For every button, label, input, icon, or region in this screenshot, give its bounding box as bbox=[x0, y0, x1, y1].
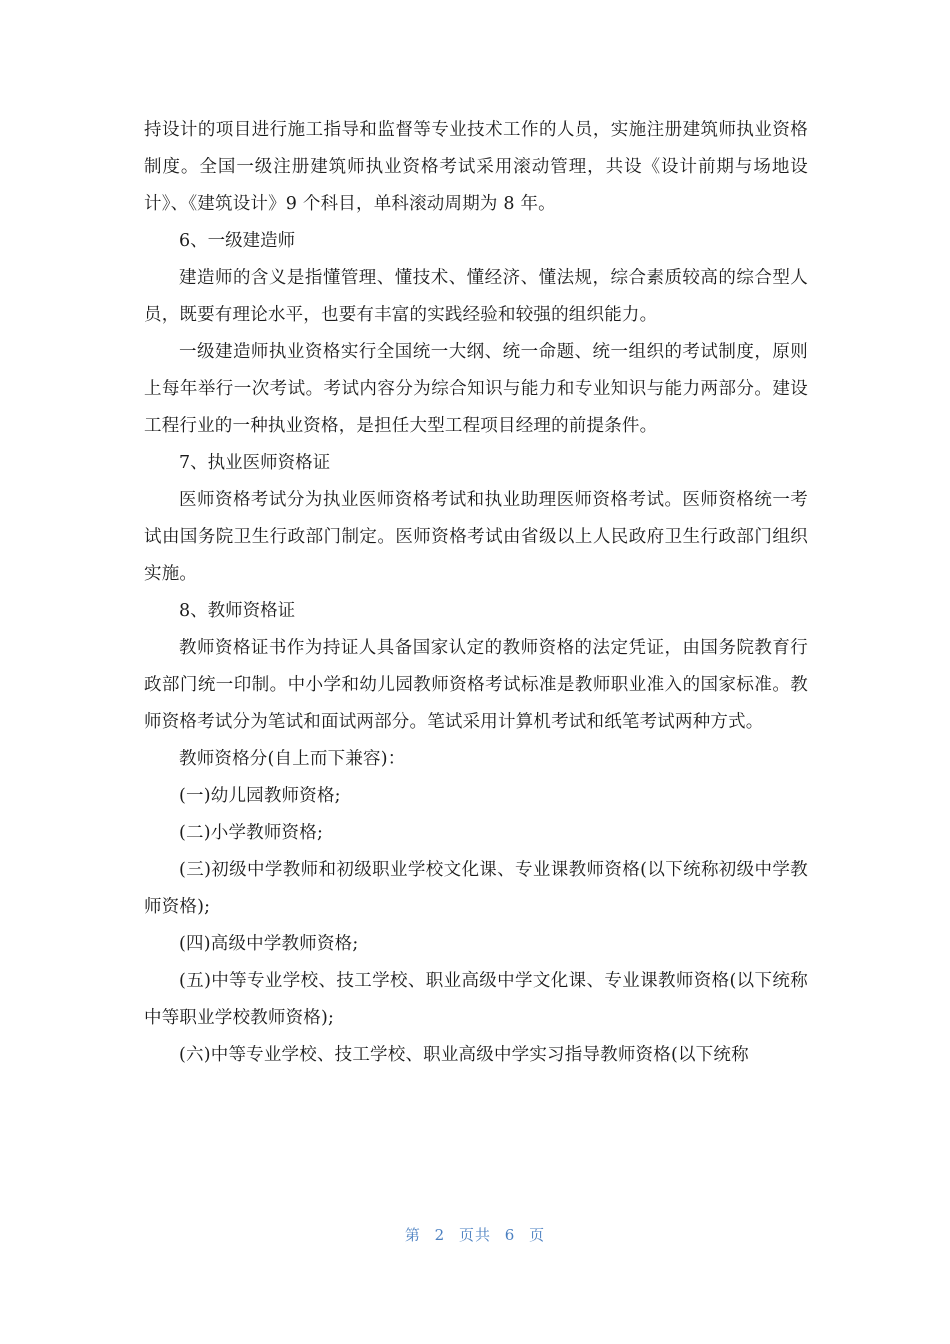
section-heading: 7、执业医师资格证 bbox=[179, 453, 331, 473]
document-body bbox=[144, 112, 808, 1074]
list-item: (六)中等专业学校、技工学校、职业高级中学实习指导教师资格(以下统称 bbox=[179, 1045, 749, 1065]
page-label-mid: 页共 bbox=[458, 1226, 491, 1244]
paragraph: 建造师的含义是指懂管理、懂技术、懂经济、懂法规，综合素质较高的综合型人员，既要有理论水平，也要有丰富的实践经验和较强的组织能力。 bbox=[144, 268, 808, 325]
total-pages-number: 6 bbox=[504, 1226, 516, 1244]
page-label-suffix: 页 bbox=[529, 1226, 546, 1244]
page-label-prefix: 第 bbox=[404, 1226, 421, 1244]
list-item: (一)幼儿园教师资格; bbox=[179, 786, 341, 806]
paragraph: 医师资格考试分为执业医师资格考试和执业助理医师资格考试。医师资格统一考试由国务院卫生行政部门制定。医师资格考试由省级以上人民政府卫生行政部门组织实施。 bbox=[144, 490, 808, 584]
list-item: (二)小学教师资格; bbox=[179, 823, 324, 843]
page-footer bbox=[0, 1224, 950, 1245]
list-item: (五)中等专业学校、技工学校、职业高级中学文化课、专业课教师资格(以下统称中等职业学校教师资格); bbox=[144, 971, 808, 1028]
paragraph: 持设计的项目进行施工指导和监督等专业技术工作的人员，实施注册建筑师执业资格制度。全国一级注册建筑师执业资格考试采用滚动管理，共设《设计前期与场地设计》、《建筑设计》9 个科目，单科滚动周期为 8 年。 bbox=[144, 120, 808, 214]
list-item: (四)高级中学教师资格; bbox=[179, 934, 359, 954]
paragraph: 教师资格证书作为持证人具备国家认定的教师资格的法定凭证，由国务院教育行政部门统一印制。中小学和幼儿园教师资格考试标准是教师职业准入的国家标准。教师资格考试分为笔试和面试两部分。笔试采用计算机考试和纸笔考试两种方式。 bbox=[144, 638, 808, 732]
current-page-number: 2 bbox=[434, 1226, 446, 1244]
list-item: (三)初级中学教师和初级职业学校文化课、专业课教师资格(以下统称初级中学教师资格); bbox=[144, 860, 808, 917]
section-heading: 8、教师资格证 bbox=[179, 601, 296, 621]
paragraph: 教师资格分(自上而下兼容)： bbox=[179, 749, 406, 769]
section-heading: 6、一级建造师 bbox=[179, 231, 296, 251]
paragraph: 一级建造师执业资格实行全国统一大纲、统一命题、统一组织的考试制度，原则上每年举行一次考试。考试内容分为综合知识与能力和专业知识与能力两部分。建设工程行业的一种执业资格，是担任大型工程项目经理的前提条件。 bbox=[144, 342, 808, 436]
